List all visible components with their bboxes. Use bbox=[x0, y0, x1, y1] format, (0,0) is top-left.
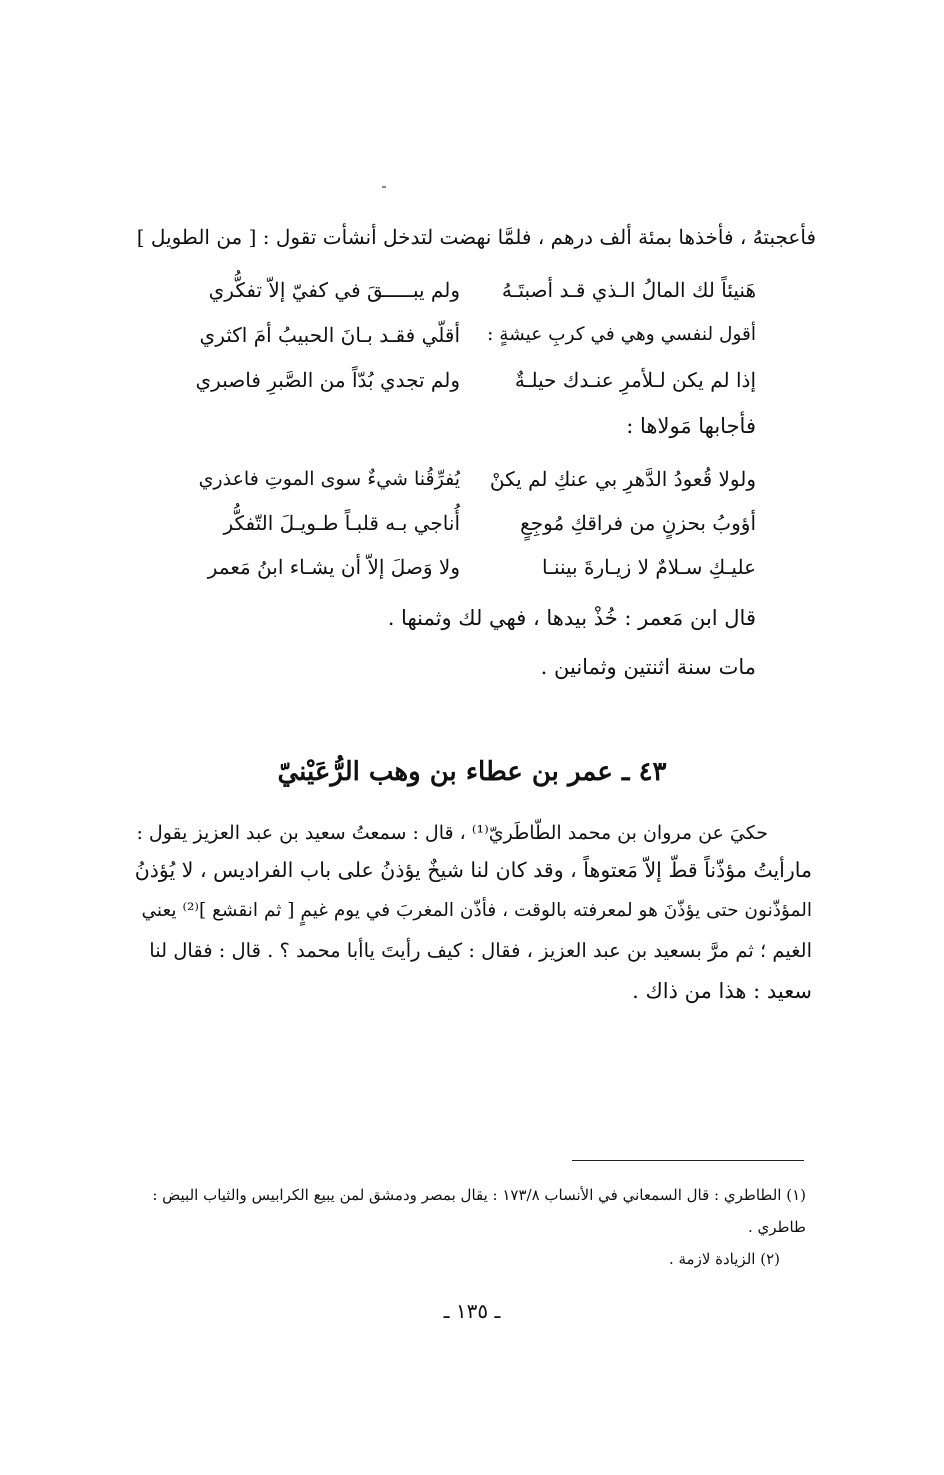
footnote-1-continuation: طاطري . bbox=[747, 1218, 806, 1236]
verse-hemistich-second: يُفرِّقُنا شيءٌ سوى الموتِ فاعذري bbox=[198, 468, 460, 490]
verse-hemistich-second: ولم يبـــــقَ في كفيّ إلاّ تفكُّري bbox=[208, 278, 460, 302]
footnote-separator bbox=[572, 1160, 804, 1161]
scan-speck bbox=[382, 186, 386, 188]
section-heading: ٤٣ ـ عمر بن عطاء بن وهب الرُّعَيْنيّ bbox=[277, 757, 667, 787]
verse-hemistich-first: هَنيئاً لك المالُ الـذي قـد أصبتَـهُ bbox=[501, 278, 756, 302]
paragraph-line: الغيم ؛ ثم مرَّ بسعيد بن عبد العزيز ، فقال : كيف رأيتَ ياأبا محمد ؟ . قال : فقال لنا bbox=[149, 939, 812, 962]
intro-line: فأعجبتهُ ، فأخذها بمئة ألف درهم ، فلمَّا نهضت لتدخل أنشأت تقول : [ من الطويل ] bbox=[136, 225, 816, 249]
footnote-1: (١) الطاطري : قال السمعاني في الأنساب ١٧٣/٨ : يقال بمصر ودمشق لمن يبيع الكرابيس والثياب البيض : bbox=[152, 1186, 806, 1204]
paragraph-line: حكيَ عن مروان بن محمد الطّاطَريّ⁽¹⁾ ، قال : سمعتُ سعيد بن عبد العزيز يقول : bbox=[136, 822, 768, 844]
verse-hemistich-second: أُناجي بـه قلبـاً طـويـلَ التّفكُّر bbox=[223, 511, 460, 535]
verse-hemistich-second: ولم تجدي بُدّاً من الصَّبرِ فاصبري bbox=[195, 368, 460, 392]
verse-hemistich-first: أقول لنفسي وهي في كربِ عيشةٍ : bbox=[487, 324, 756, 345]
verse-hemistich-second: ولا وَصلَ إلاّ أن يشـاء ابنُ مَعمر bbox=[207, 555, 460, 579]
paragraph-line: سعيد : هذا من ذاك . bbox=[632, 979, 812, 1003]
verse-hemistich-first: إذا لم يكن لـلأمرِ عنـدك حيلـةٌ bbox=[514, 368, 756, 392]
paragraph-line: المؤذّنون حتى يؤذّنَ هو لمعرفته بالوقت ، فأذّن المغربَ في يوم غيمٍ [ ثم انقشع ]⁽²⁾ يعني bbox=[141, 900, 812, 921]
paragraph-line: مارأيتُ مؤذّناً قطّ إلاّ مَعتوهاً ، وقد كان لنا شيخٌ يؤذنُ على باب الفراديس ، لا يُؤذنُ bbox=[134, 858, 812, 882]
verse-hemistich-first: أؤوبُ بحزنٍ من فراقكِ مُوجِعٍ bbox=[520, 511, 756, 535]
closing-line: قال ابن مَعمر : خُذْ بيدها ، فهي لك وثمنها . bbox=[387, 606, 756, 630]
death-year-line: مات سنة اثنتين وثمانين . bbox=[540, 655, 756, 679]
verse-hemistich-first: عليـكِ سـلامٌ لا زيـارةَ بيننـا bbox=[541, 555, 756, 579]
verse-hemistich-second: أقلّي فقـد بـانَ الحبيبُ أمَ اكثري bbox=[199, 323, 460, 347]
verse-hemistich-first: ولولا قُعودُ الدَّهرِ بي عنكِ لم يكنْ bbox=[489, 467, 756, 491]
footnote-2: (٢) الزيادة لازمة . bbox=[668, 1250, 780, 1268]
page-number: ـ ١٣٥ ـ bbox=[443, 1299, 501, 1323]
reply-intro: فأجابها مَولاها : bbox=[626, 414, 756, 438]
